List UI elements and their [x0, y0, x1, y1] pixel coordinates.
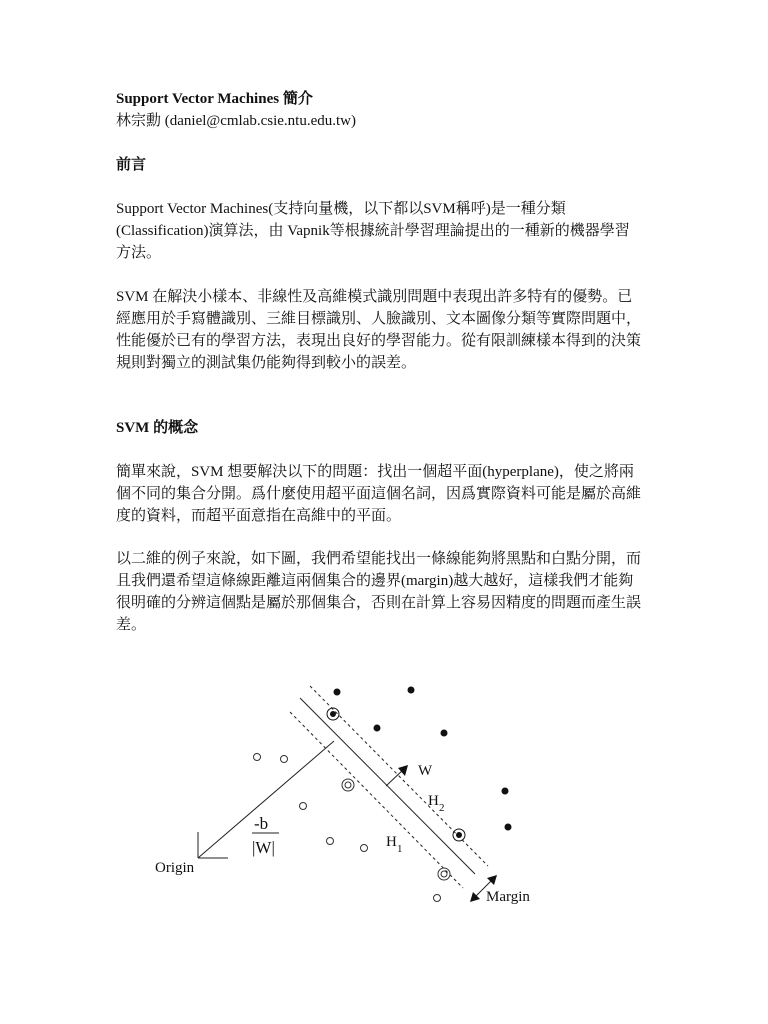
label-b-denominator: |W| [252, 838, 275, 857]
white-point [300, 803, 307, 810]
concept-p1-line: 個不同的集合分開。爲什麼使用超平面這個名詞，因爲實際資料可能是屬於高維 [116, 486, 642, 502]
black-point [408, 687, 415, 694]
white-point [254, 754, 261, 761]
white-point [361, 845, 368, 852]
preface-p2-line: SVM 在解決小樣本、非線性及高維模式識別問題中表現出許多特有的優勢。已 [116, 289, 633, 305]
white-support-vector [441, 871, 447, 877]
white-support-vector [345, 782, 351, 788]
white-point [281, 756, 288, 763]
concept-p2-line: 以二維的例子來說，如下圖，我們希望能找出一條線能夠將黑點和白點分開，而 [116, 551, 642, 567]
preface-p1-line: (Classification)演算法，由 Vapnik等根據統計學習理論提出的一種新的機器學習 [116, 223, 630, 239]
section-heading-concept: SVM 的概念 [116, 420, 199, 436]
label-margin: Margin [486, 889, 530, 905]
white-point [434, 895, 441, 902]
black-point [374, 725, 381, 732]
black-support-vector [456, 832, 462, 838]
label-b-numerator: -b [254, 814, 269, 833]
label-w: W [418, 763, 433, 779]
normal-vector-arrowhead [398, 765, 408, 776]
section-heading-preface: 前言 [116, 157, 147, 173]
white-support-vector-ring [438, 868, 450, 880]
label-origin: Origin [155, 860, 195, 876]
black-point [441, 730, 448, 737]
label-h1: H [386, 834, 397, 850]
black-support-vector [330, 711, 336, 717]
author-line: 林宗勳 (daniel@cmlab.csie.ntu.edu.tw) [116, 113, 357, 129]
label-h2-subscript: 2 [439, 802, 445, 814]
hyperplane-h2-line [310, 686, 488, 866]
concept-p1-line: 簡單來說，SVM 想要解決以下的問題：找出一個超平面(hyperplane)，使之將兩 [116, 464, 634, 480]
paper-title: Support Vector Machines 簡介 [116, 91, 313, 107]
black-point [334, 689, 341, 696]
label-h1-subscript: 1 [397, 843, 403, 855]
preface-p1-line: Support Vector Machines(支持向量機，以下都以SVM稱呼)是一種分類 [116, 201, 566, 217]
concept-p2-line: 且我們還希望這條線距離這兩個集合的邊界(margin)越大越好，這樣我們才能夠 [116, 573, 634, 589]
white-point [327, 838, 334, 845]
preface-p2-line: 規則對獨立的測試集仍能夠得到較小的誤差。 [116, 355, 417, 371]
black-point [502, 788, 509, 795]
preface-p2-line: 性能優於已有的學習方法，表現出良好的學習能力。從有限訓練樣本得到的決策 [116, 333, 642, 349]
preface-p2-line: 經應用於手寫體識別、三維目標識別、人臉識別、文本圖像分類等實際問題中， [116, 311, 642, 327]
preface-p1-line: 方法。 [116, 245, 162, 261]
black-point [505, 824, 512, 831]
black-support-vectors [327, 708, 465, 841]
concept-p1-line: 度的資料，而超平面意指在高維中的平面。 [116, 508, 402, 524]
concept-p2-line: 很明確的分辨這個點是屬於那個集合，否則在計算上容易因精度的問題而產生誤 [116, 595, 642, 611]
label-h2: H [428, 793, 439, 809]
concept-p2-line: 差。 [116, 617, 147, 633]
white-support-vector-ring [342, 779, 354, 791]
